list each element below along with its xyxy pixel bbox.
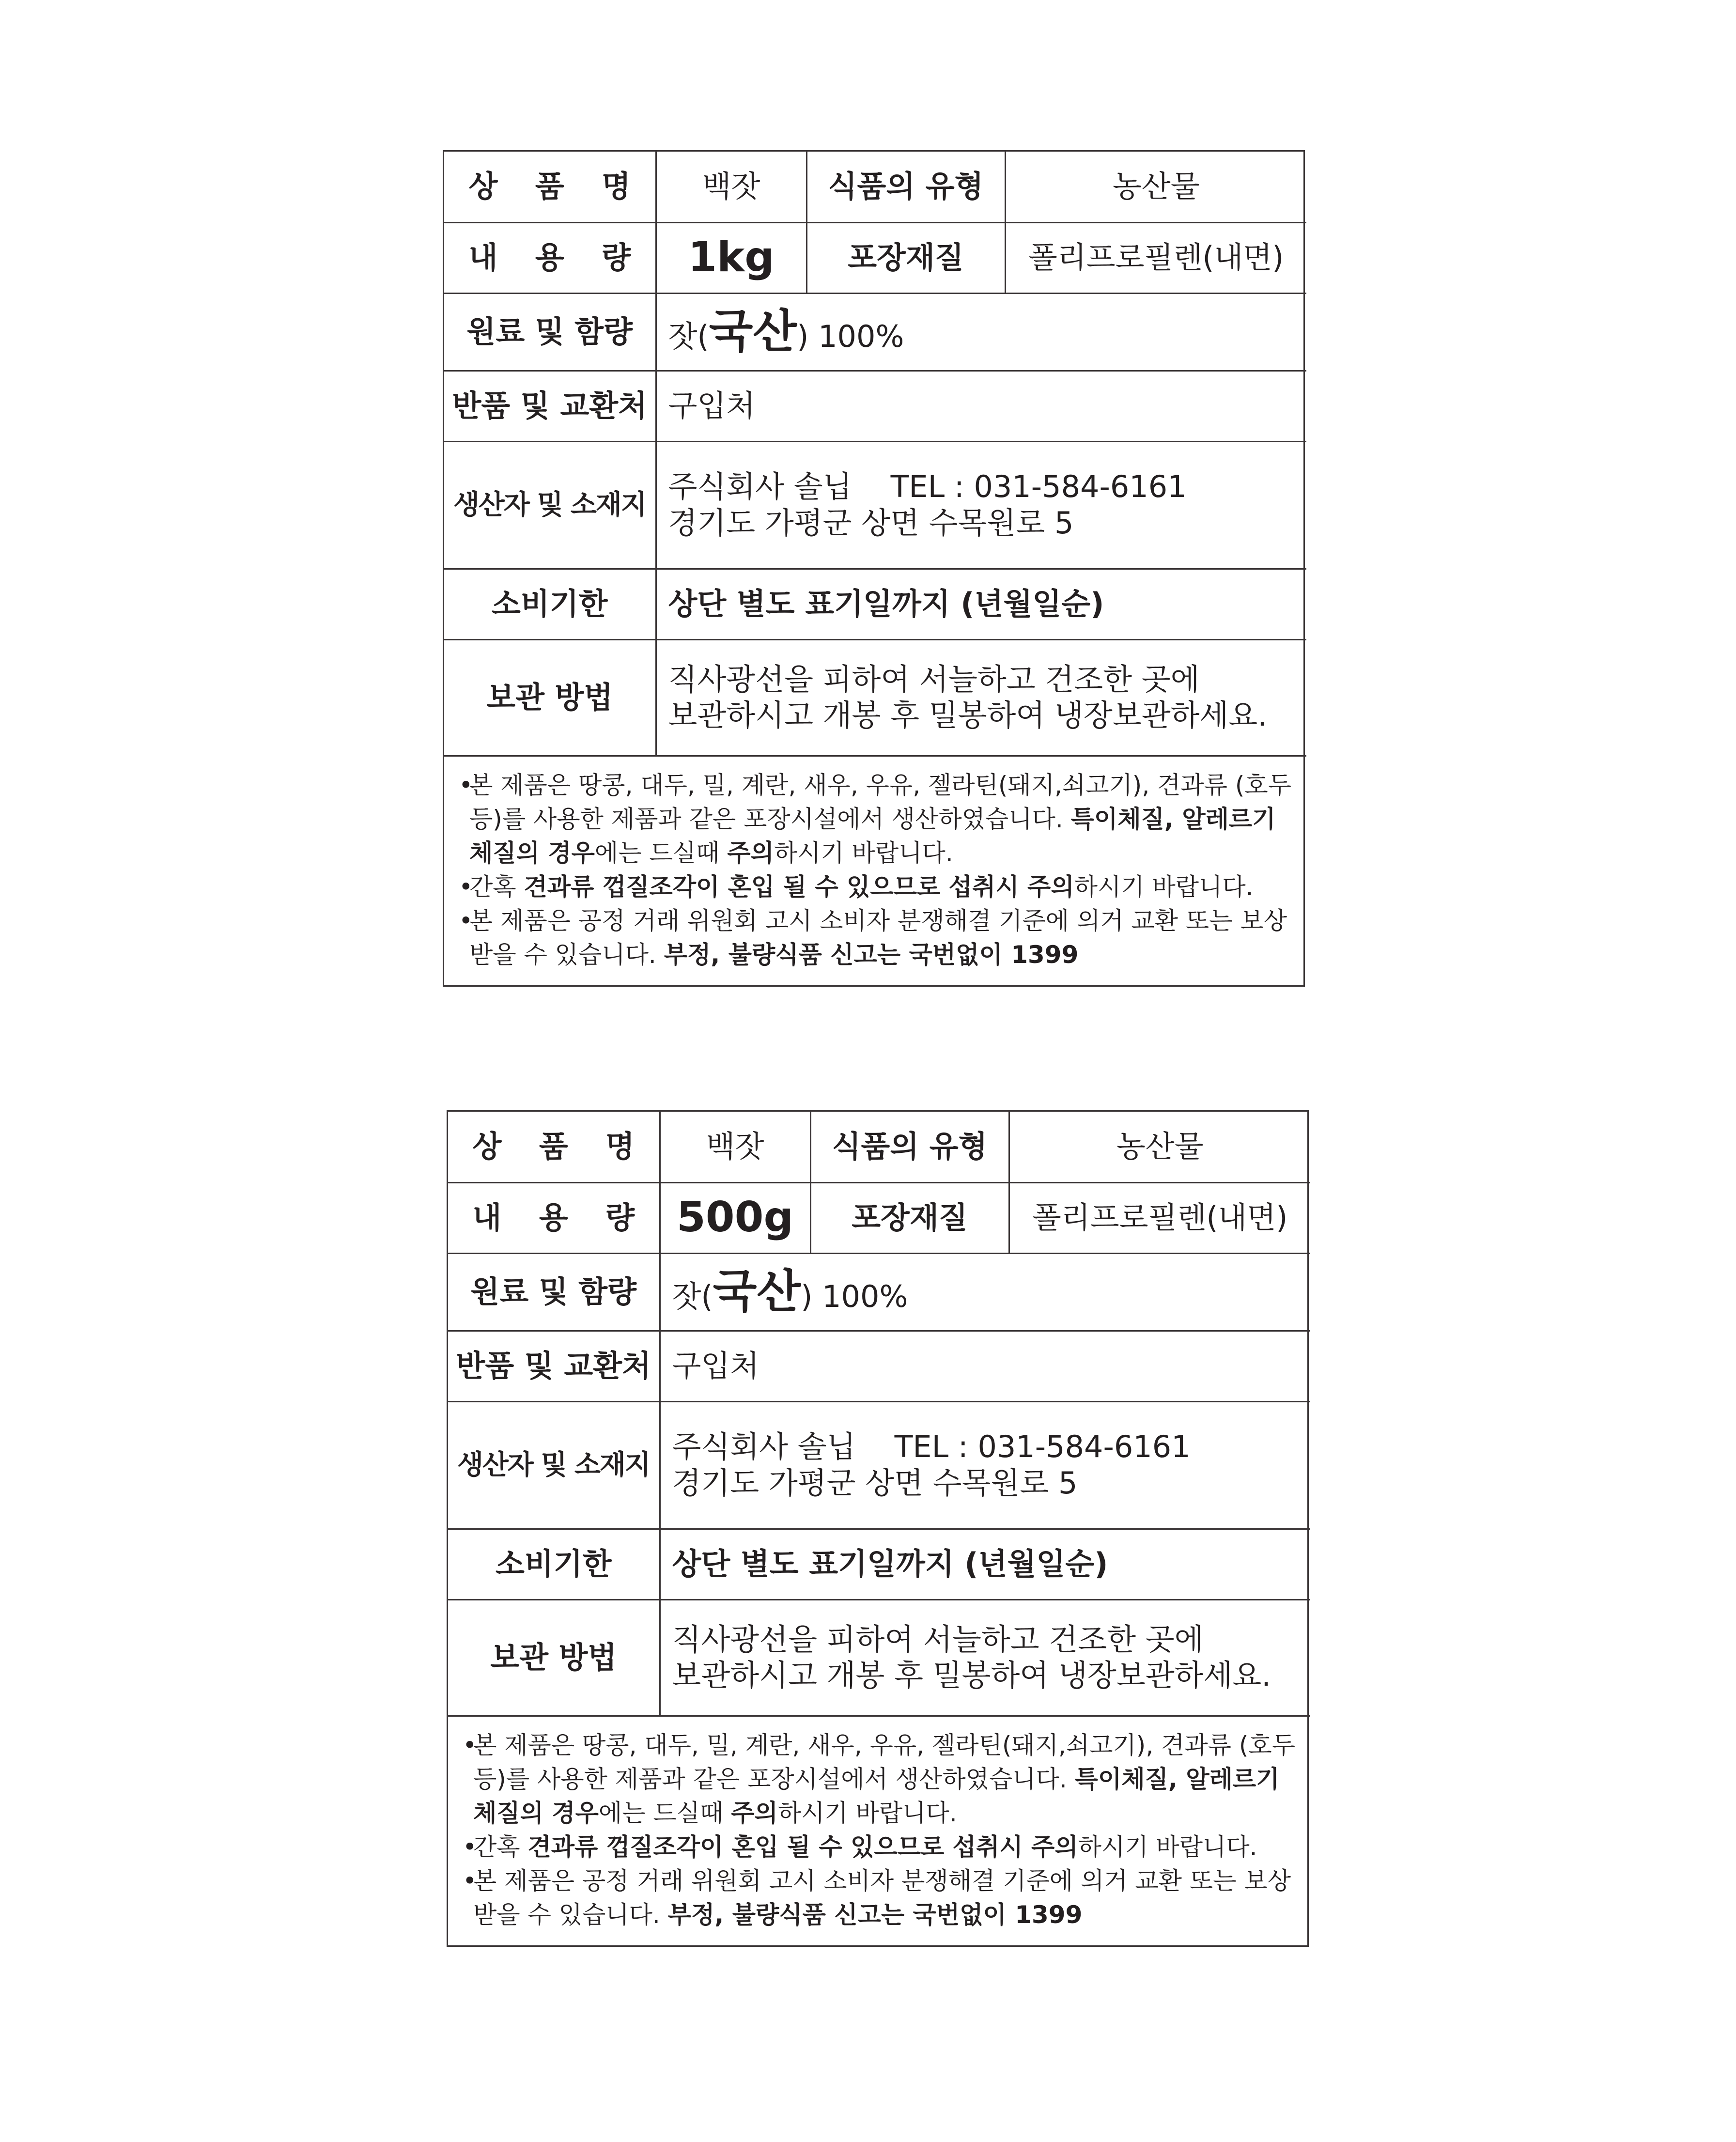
note1-e: 하시기 바랍니다.	[777, 1799, 957, 1827]
storage-row	[448, 1599, 1310, 1716]
notes-row	[444, 756, 1306, 985]
note1-e: 하시기 바랍니다.	[774, 838, 953, 867]
food-type-header: 식품의 유형	[806, 152, 1005, 222]
note3-b: 부정, 불량식품 신고는 국번없이 1399	[667, 1900, 1083, 1929]
returns-header: 반품 및 교환처	[444, 371, 656, 441]
packaging-header: 포장재질	[810, 1182, 1009, 1253]
note3-a: 본 제품은 공정 거래 위원회 고시 소비자 분쟁해결 기준에 의거 교환 또는 보상 받을 수 있습니다.	[469, 906, 1287, 969]
ingredients-suffix: ) 100%	[801, 1278, 908, 1314]
ingredients-prefix: 잣(	[672, 1278, 713, 1314]
product-name-header: 상 품 명	[448, 1112, 660, 1182]
product-name-header: 상 품 명	[444, 152, 656, 222]
bullet-icon: •	[459, 771, 473, 799]
ingredients-header: 원료 및 함량	[444, 293, 656, 371]
storage-header: 보관 방법	[444, 639, 656, 756]
producer-company: 주식회사 솔닙	[672, 1429, 856, 1465]
food-type-header: 식품의 유형	[810, 1112, 1009, 1182]
packaging-header: 포장재질	[806, 222, 1005, 293]
expiry-header: 소비기한	[448, 1529, 660, 1599]
notes-cell	[448, 1716, 1310, 1945]
ingredients-origin: 국산	[709, 305, 797, 358]
note1-b: 특이체질, 알레르기 체질의 경우	[469, 805, 1276, 867]
returns-value: 구입처	[656, 371, 1306, 441]
note-shell	[463, 1830, 1296, 1864]
producer-tel: TEL : 031-584-6161	[890, 469, 1187, 505]
storage-line1: 직사광선을 피하여 서늘하고 건조한 곳에	[672, 1621, 1204, 1657]
producer-header: 생산자 및 소재지	[448, 1401, 660, 1529]
note1-a: 본 제품은 땅콩, 대두, 밀, 계란, 새우, 우유, 젤라틴(돼지,쇠고기), 견과류 (호두 등)를 사용한 제품과 같은 포장시설에서 생산하였습니다.	[473, 1731, 1296, 1793]
bullet-icon: •	[463, 1866, 477, 1895]
note-allergen	[463, 1728, 1296, 1830]
expiry-value: 상단 별도 표기일까지 (년월일순)	[656, 569, 1306, 639]
note2-c: 하시기 바랍니다.	[1078, 1832, 1257, 1861]
note1-d: 주의	[731, 1799, 778, 1827]
note1-c: 에는 드실때	[598, 1799, 731, 1827]
note1-d: 주의	[727, 838, 774, 867]
returns-row	[444, 371, 1306, 441]
note1-b: 특이체질, 알레르기 체질의 경우	[473, 1765, 1280, 1827]
note-compensation	[463, 1864, 1296, 1932]
note2-c: 하시기 바랍니다.	[1074, 872, 1254, 901]
bullet-icon: •	[463, 1731, 477, 1759]
amount-value: 1kg	[656, 222, 806, 293]
producer-value	[660, 1401, 1310, 1529]
notes-row	[448, 1716, 1310, 1945]
note3-b: 부정, 불량식품 신고는 국번없이 1399	[664, 940, 1079, 969]
producer-address: 경기도 가평군 상면 수목원로 5	[668, 505, 1074, 541]
producer-row	[448, 1401, 1310, 1529]
expiry-row	[448, 1529, 1310, 1599]
note2-b: 견과류 껍질조각이 혼입 될 수 있으므로 섭취시 주의	[524, 872, 1074, 901]
note2-a: 간혹	[473, 1832, 528, 1861]
ingredients-header: 원료 및 함량	[448, 1253, 660, 1331]
storage-line2: 보관하시고 개봉 후 밀봉하여 냉장보관하세요.	[672, 1658, 1271, 1693]
bullet-icon: •	[459, 872, 473, 901]
product-label-1kg	[443, 150, 1305, 987]
expiry-value: 상단 별도 표기일까지 (년월일순)	[660, 1529, 1310, 1599]
note1-c: 에는 드실때	[594, 838, 728, 867]
ingredients-value	[660, 1253, 1310, 1331]
storage-line1: 직사광선을 피하여 서늘하고 건조한 곳에	[668, 661, 1200, 697]
product-name-row	[444, 152, 1306, 222]
label-table	[444, 152, 1306, 985]
producer-company: 주식회사 솔닙	[668, 469, 852, 505]
bullet-icon: •	[463, 1832, 477, 1861]
bullet-icon: •	[459, 906, 473, 935]
product-name-value: 백잣	[660, 1112, 810, 1182]
food-type-value: 농산물	[1005, 152, 1306, 222]
notes-cell	[444, 756, 1306, 985]
ingredients-prefix: 잣(	[668, 318, 709, 354]
producer-line1	[672, 1429, 1299, 1465]
product-label-500g	[447, 1110, 1309, 1947]
packaging-value: 폴리프로필렌(내면)	[1005, 222, 1306, 293]
note2-a: 간혹	[469, 872, 524, 901]
note-compensation	[459, 904, 1292, 972]
ingredients-suffix: ) 100%	[797, 318, 904, 354]
producer-tel: TEL : 031-584-6161	[894, 1429, 1191, 1465]
product-name-row	[448, 1112, 1310, 1182]
producer-row	[444, 441, 1306, 569]
amount-row	[448, 1182, 1310, 1253]
expiry-row	[444, 569, 1306, 639]
note-shell	[459, 870, 1292, 904]
returns-value: 구입처	[660, 1331, 1310, 1401]
note2-b: 견과류 껍질조각이 혼입 될 수 있으므로 섭취시 주의	[527, 1832, 1078, 1861]
producer-value	[656, 441, 1306, 569]
ingredients-row	[448, 1253, 1310, 1331]
producer-address: 경기도 가평군 상면 수목원로 5	[672, 1465, 1078, 1501]
ingredients-origin: 국산	[713, 1265, 801, 1318]
note3-a: 본 제품은 공정 거래 위원회 고시 소비자 분쟁해결 기준에 의거 교환 또는 보상 받을 수 있습니다.	[473, 1866, 1291, 1929]
expiry-header: 소비기한	[444, 569, 656, 639]
note1-a: 본 제품은 땅콩, 대두, 밀, 계란, 새우, 우유, 젤라틴(돼지,쇠고기), 견과류 (호두 등)를 사용한 제품과 같은 포장시설에서 생산하였습니다.	[469, 771, 1292, 833]
returns-header: 반품 및 교환처	[448, 1331, 660, 1401]
label-table	[448, 1112, 1310, 1945]
storage-line2: 보관하시고 개봉 후 밀봉하여 냉장보관하세요.	[668, 698, 1267, 733]
amount-value: 500g	[660, 1182, 810, 1253]
amount-header: 내 용 량	[444, 222, 656, 293]
storage-header: 보관 방법	[448, 1599, 660, 1716]
note-allergen	[459, 768, 1292, 870]
food-type-value: 농산물	[1009, 1112, 1310, 1182]
ingredients-row	[444, 293, 1306, 371]
storage-value	[656, 639, 1306, 756]
producer-line1	[668, 469, 1295, 505]
packaging-value: 폴리프로필렌(내면)	[1009, 1182, 1310, 1253]
storage-row	[444, 639, 1306, 756]
amount-row	[444, 222, 1306, 293]
amount-header: 내 용 량	[448, 1182, 660, 1253]
product-name-value: 백잣	[656, 152, 806, 222]
returns-row	[448, 1331, 1310, 1401]
storage-value	[660, 1599, 1310, 1716]
ingredients-value	[656, 293, 1306, 371]
producer-header: 생산자 및 소재지	[444, 441, 656, 569]
